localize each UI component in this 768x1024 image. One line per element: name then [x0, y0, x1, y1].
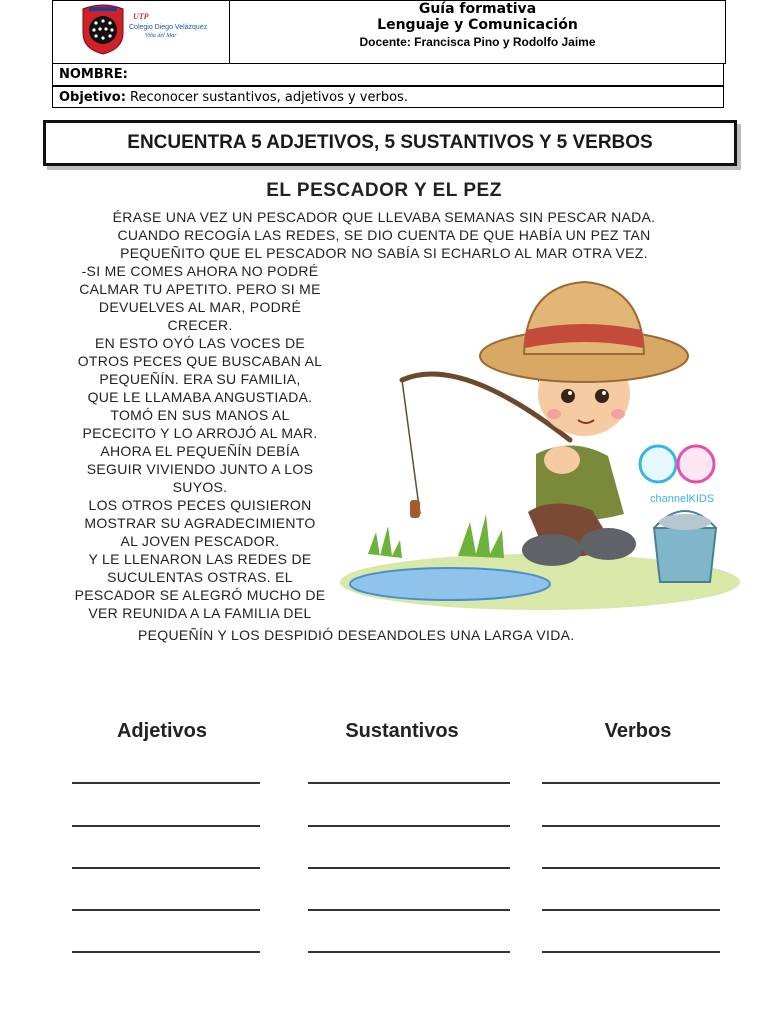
adjetivo-answer-line[interactable] [72, 782, 260, 784]
story-title: EL PESCADOR Y EL PEZ [266, 180, 502, 201]
watermark-face-icon [640, 446, 676, 482]
story-body-line: MOSTRAR SU AGRADECIMIENTO [84, 515, 316, 531]
story-body-line: TOMÓ EN SUS MANOS AL [110, 407, 290, 423]
watermark-text: channelKIDS [650, 493, 715, 505]
story-body-line: DEVUELVES AL MAR, PODRÉ [98, 299, 302, 315]
story-closing-line: PEQUEÑÍN Y LOS DESPIDIÓ DESEANDOLES UNA LARGA VIDA. [138, 627, 575, 643]
story-intro-line: PEQUEÑITO QUE EL PESCADOR NO SABÍA SI ECHARLO AL MAR OTRA VEZ. [120, 245, 648, 261]
verbos-heading: Verbos [604, 720, 672, 742]
sustantivo-answer-line[interactable] [308, 951, 510, 953]
verbo-answer-line[interactable] [542, 867, 720, 869]
grass-tuft [368, 526, 402, 558]
story-intro-line: ÉRASE UNA VEZ UN PESCADOR QUE LLEVABA SEMANAS SIN PESCAR NADA. [112, 209, 656, 225]
story-body-line: Y LE LLENARON LAS REDES DE [88, 551, 312, 567]
objective-label: Objetivo: [59, 90, 126, 105]
story-body-line: VER REUNIDA A LA FAMILIA DEL [88, 605, 312, 621]
boy-cheek [611, 409, 625, 419]
story-body-line: LOS OTROS PECES QUISIERON [88, 497, 312, 513]
logo-utp-text: UTP [133, 12, 149, 21]
verbo-answer-line[interactable] [542, 782, 720, 784]
story-intro-line: CUANDO RECOGÍA LAS REDES, SE DIO CUENTA DE QUE HABÍA UN PEZ TAN [117, 227, 651, 243]
sustantivo-answer-line[interactable] [308, 867, 510, 869]
story-body-line: PECECITO Y LO ARROJÓ AL MAR. [82, 425, 318, 441]
story-body-line: SEGUIR VIVIENDO JUNTO A LOS [86, 461, 314, 477]
school-logo-cell [53, 1, 230, 63]
adjetivos-heading: Adjetivos [116, 720, 208, 742]
sustantivo-answer-line[interactable] [308, 825, 510, 827]
logo-school-name: Colegio Diego Velázquez [129, 24, 208, 31]
story-body-line: QUE LE LLAMABA ANGUSTIADA. [87, 389, 313, 405]
boy-boot [580, 528, 636, 560]
teachers-line: Docente: Francisca Pino y Rodolfo Jaime [359, 35, 596, 49]
fishing-line [402, 380, 420, 514]
adjetivo-answer-line[interactable] [72, 867, 260, 869]
grass-tuft [458, 514, 504, 558]
adjetivo-answer-line[interactable] [72, 951, 260, 953]
fish-bucket [654, 528, 716, 582]
subject-title: Lenguaje y Comunicación [377, 17, 578, 33]
story-body-line: PESCADOR SE ALEGRÓ MUCHO DE [74, 587, 326, 603]
objective-row [52, 86, 724, 108]
boy-hands [544, 446, 580, 474]
guide-title: Guía formativa [418, 1, 537, 17]
logo-city: Viña del Mar [145, 33, 177, 39]
sustantivos-heading: Sustantivos [345, 720, 459, 742]
story-body-line: SUCULENTAS OSTRAS. EL [107, 569, 293, 585]
bait [410, 500, 420, 518]
story-body-line: AHORA EL PEQUEÑÍN DEBÍA [100, 443, 300, 459]
boy-cheek [547, 409, 561, 419]
adjetivo-answer-line[interactable] [72, 825, 260, 827]
sustantivo-answer-line[interactable] [308, 909, 510, 911]
boy-boot [522, 534, 582, 566]
sustantivo-answer-line[interactable] [308, 782, 510, 784]
bucket-fish [659, 514, 711, 530]
header-title-cell [230, 1, 725, 63]
story-body-line: EN ESTO OYÓ LAS VOCES DE [94, 335, 305, 351]
instruction-banner: ENCUENTRA 5 ADJETIVOS, 5 SUSTANTIVOS Y 5 VERBOS [43, 120, 737, 166]
header-table [52, 0, 726, 110]
header-top-row [52, 0, 726, 64]
story-body-line: AL JOVEN PESCADOR. [120, 533, 280, 549]
story-body-line: OTROS PECES QUE BUSCABAN AL [77, 353, 323, 369]
boy-fishing-illustration [340, 264, 750, 614]
story-body-line: -SI ME COMES AHORA NO PODRÉ [81, 263, 319, 279]
story-body-line: SUYOS. [172, 479, 228, 495]
verbo-answer-line[interactable] [542, 951, 720, 953]
boy-eye [561, 389, 575, 403]
boy-eye [595, 389, 609, 403]
verbo-answer-line[interactable] [542, 909, 720, 911]
watermark-face-icon [678, 446, 714, 482]
story-body-line: PEQUEÑÍN. ERA SU FAMILIA, [99, 371, 301, 387]
adjetivo-answer-line[interactable] [72, 909, 260, 911]
name-row[interactable] [52, 64, 724, 86]
story-body-line: CALMAR TU APETITO. PERO SI ME [79, 281, 321, 297]
pond [350, 568, 550, 600]
name-label: NOMBRE: [59, 67, 128, 82]
objective-text: Reconocer sustantivos, adjetivos y verbos. [130, 90, 408, 105]
story-body-line: CRECER. [167, 317, 233, 333]
school-crest-icon [79, 3, 127, 55]
verbo-answer-line[interactable] [542, 825, 720, 827]
